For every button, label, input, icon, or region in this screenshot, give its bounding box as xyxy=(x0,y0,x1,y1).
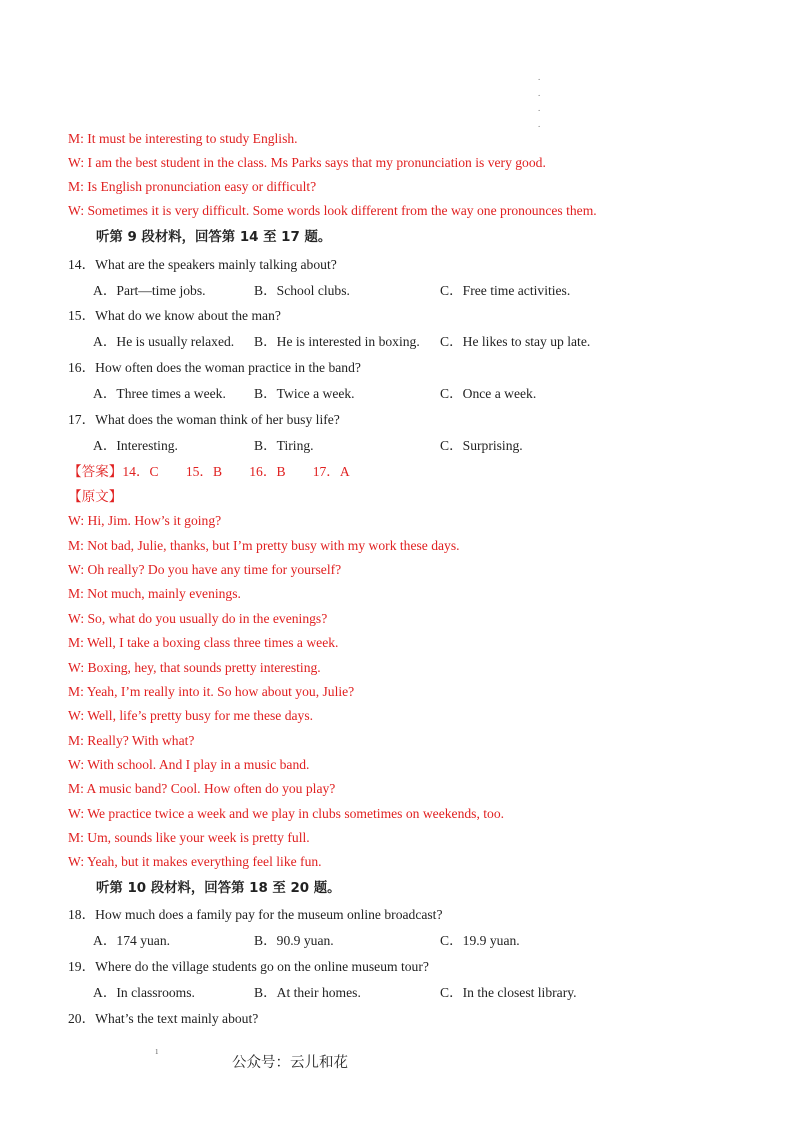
dialogue-line: M: Really? With what? xyxy=(68,733,195,748)
question-stem: 17．What does the woman think of her busy life? xyxy=(68,412,340,427)
option-a: A．174 yuan. xyxy=(93,933,171,948)
dialogue-line: W: Yeah, but it makes everything feel like fun. xyxy=(68,854,322,869)
option-a: A．Interesting. xyxy=(93,438,178,453)
option-c: C．Free time activities. xyxy=(440,283,571,298)
option-a: A．In classrooms. xyxy=(93,985,195,1000)
option-b: B．School clubs. xyxy=(254,283,350,298)
question-stem: 15．What do we know about the man? xyxy=(68,308,281,323)
dialogue-line: W: So, what do you usually do in the evenings? xyxy=(68,611,328,626)
option-c: C．Surprising. xyxy=(440,438,523,453)
dialogue-line: M: Yeah, I’m really into it. So how about you, Julie? xyxy=(68,684,355,699)
dialogue-line: W: Sometimes it is very difficult. Some words look different from the way one pronounces them. xyxy=(68,203,597,218)
dialogue-line: M: It must be interesting to study English. xyxy=(68,131,298,146)
option-a: A．Part—time jobs. xyxy=(93,283,206,298)
dialogue-line: M: Not bad, Julie, thanks, but I’m pretty busy with my work these days. xyxy=(68,538,460,553)
option-c: C．He likes to stay up late. xyxy=(440,334,591,349)
answer-key: 【答案】14．C 15．B 16．B 17．A xyxy=(68,464,350,479)
section-heading: 听第 9 段材料，回答第 14 至 17 题。 xyxy=(96,230,332,245)
dialogue-line: W: Boxing, hey, that sounds pretty interesting. xyxy=(68,660,321,675)
dialogue-line: M: Not much, mainly evenings. xyxy=(68,586,241,601)
option-b: B．Tiring. xyxy=(254,438,314,453)
dialogue-line: W: Well, life’s pretty busy for me these days. xyxy=(68,708,314,723)
option-b: B．Twice a week. xyxy=(254,386,355,401)
dialogue-line: W: With school. And I play in a music band. xyxy=(68,757,310,772)
option-a: A．He is usually relaxed. xyxy=(93,334,235,349)
option-a: A．Three times a week. xyxy=(93,386,226,401)
option-b: B．At their homes. xyxy=(254,985,361,1000)
question-stem: 20．What’s the text mainly about? xyxy=(68,1011,259,1026)
question-stem: 14．What are the speakers mainly talking about? xyxy=(68,257,337,272)
dialogue-line: M: Um, sounds like your week is pretty full. xyxy=(68,830,310,845)
question-stem: 18．How much does a family pay for the museum online broadcast? xyxy=(68,907,443,922)
option-c: C．In the closest library. xyxy=(440,985,577,1000)
dialogue-line: W: We practice twice a week and we play in clubs sometimes on weekends, too. xyxy=(68,806,505,821)
margin-dots: . . . . xyxy=(538,72,541,129)
section-heading: 听第 10 段材料，回答第 18 至 20 题。 xyxy=(96,881,341,896)
footer-mark: 1 xyxy=(155,1048,159,1056)
dialogue-line: M: A music band? Cool. How often do you play? xyxy=(68,781,336,796)
option-c: C．Once a week. xyxy=(440,386,537,401)
option-c: C．19.9 yuan. xyxy=(440,933,520,948)
footer-text: 公众号：云儿和花 xyxy=(232,1055,348,1071)
dialogue-line: W: I am the best student in the class. Ms Parks says that my pronunciation is very good. xyxy=(68,155,546,170)
option-b: B．He is interested in boxing. xyxy=(254,334,420,349)
question-stem: 19．Where do the village students go on the online museum tour? xyxy=(68,959,429,974)
question-stem: 16．How often does the woman practice in the band? xyxy=(68,360,361,375)
dialogue-line: W: Oh really? Do you have any time for yourself? xyxy=(68,562,342,577)
dialogue-line: M: Is English pronunciation easy or difficult? xyxy=(68,179,317,194)
dialogue-line: M: Well, I take a boxing class three times a week. xyxy=(68,635,339,650)
dialogue-line: W: Hi, Jim. How’s it going? xyxy=(68,513,222,528)
transcript-label: 【原文】 xyxy=(68,489,123,504)
option-b: B．90.9 yuan. xyxy=(254,933,334,948)
